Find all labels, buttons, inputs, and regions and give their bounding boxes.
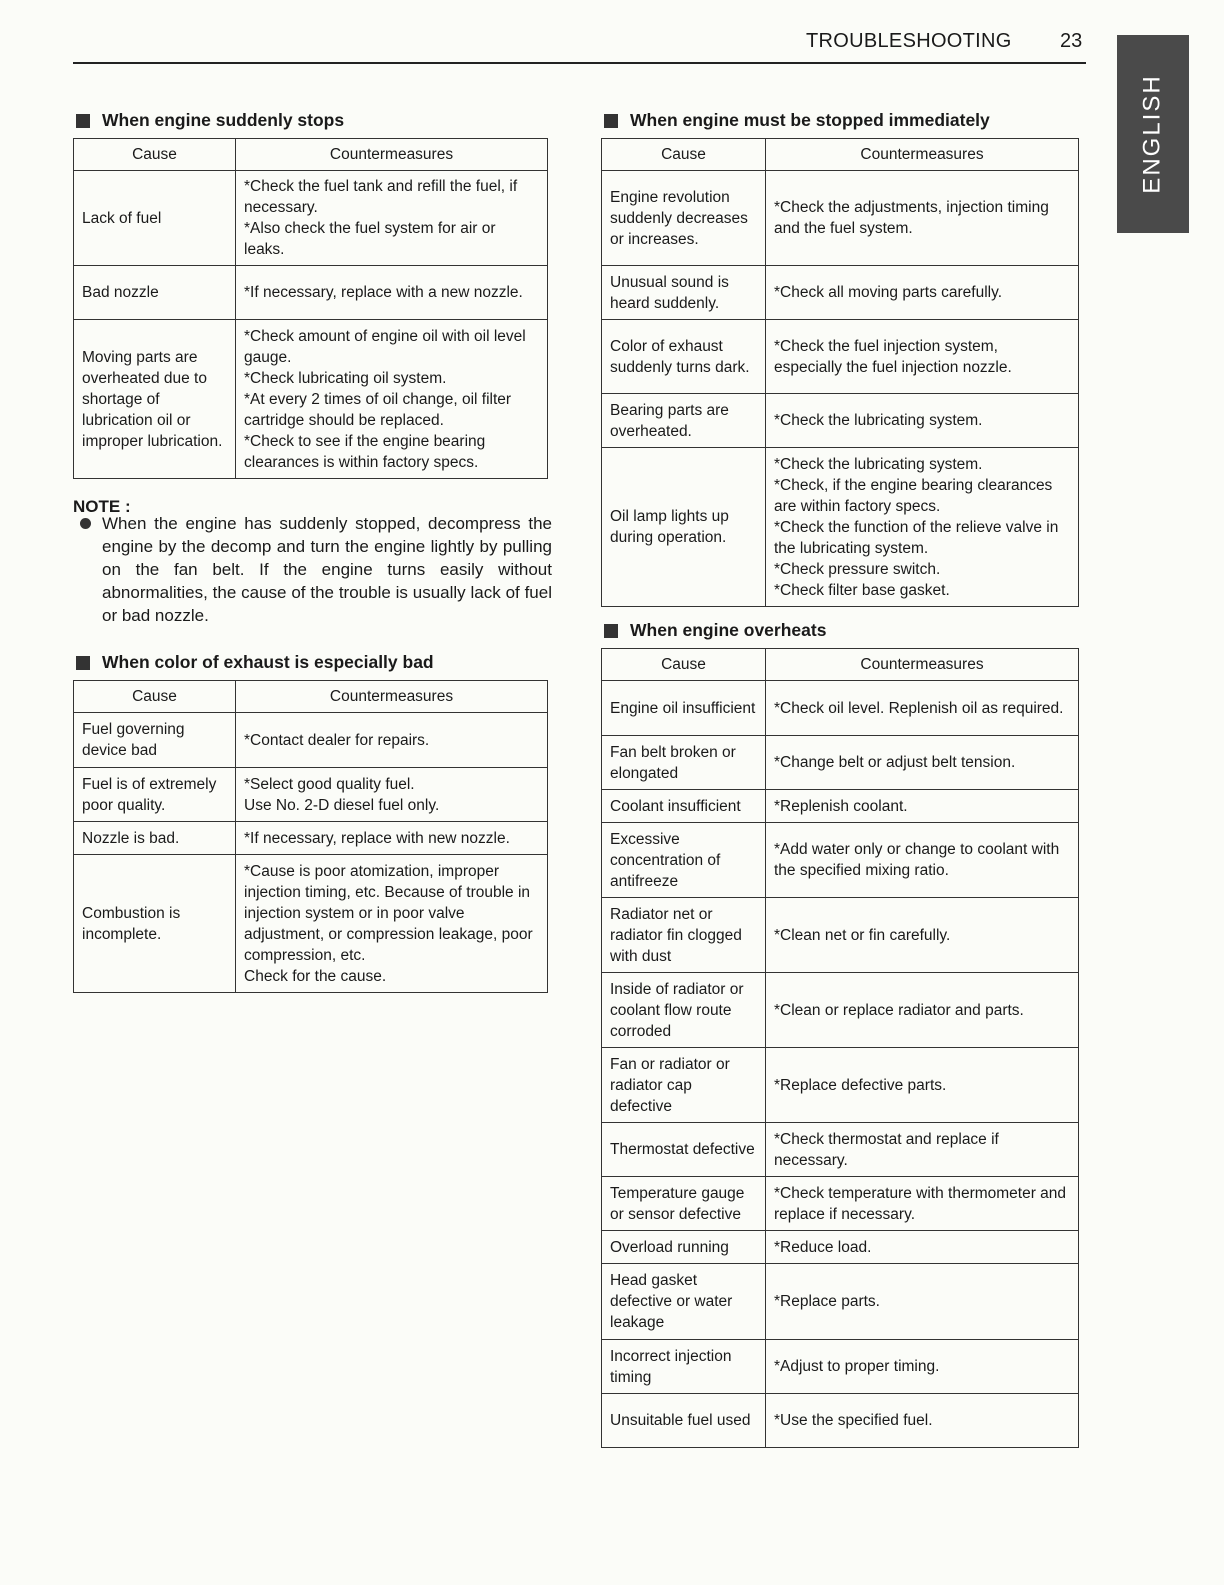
column-header-cause: Cause [74, 139, 236, 171]
countermeasure-cell: *Use the specified fuel. [766, 1394, 1079, 1448]
cause-cell: Thermostat defective [602, 1123, 766, 1177]
section-title-engine-stops [73, 110, 344, 131]
countermeasure-cell: *Reduce load. [766, 1231, 1079, 1264]
table-row [74, 768, 548, 822]
table-row [602, 1340, 1079, 1394]
cause-cell: Color of exhaust suddenly turns dark. [602, 320, 766, 394]
column-header-cause: Cause [602, 139, 766, 171]
table-row [602, 1177, 1079, 1231]
countermeasure-cell: *If necessary, replace with a new nozzle. [236, 266, 548, 320]
countermeasure-cell: *Contact dealer for repairs. [236, 713, 548, 768]
note-text: When the engine has suddenly stopped, decompress the engine by the decomp and turn the engine lightly by pulling on the fan belt. If the engine turns easily without abnormalities, the cause of the trouble is usually lack of fuel or bad nozzle. [102, 514, 552, 625]
section-title-text: When engine must be stopped immediately [630, 110, 990, 130]
countermeasure-cell: *Select good quality fuel. Use No. 2-D diesel fuel only. [236, 768, 548, 822]
cause-cell: Coolant insufficient [602, 790, 766, 823]
countermeasure-cell: *Check all moving parts carefully. [766, 266, 1079, 320]
countermeasure-cell: *Clean net or fin carefully. [766, 898, 1079, 973]
countermeasure-cell: *Cause is poor atomization, improper injection timing, etc. Because of trouble in injection system or in poor valve adjustment, or compression leakage, poor compression, etc. Check for the cause. [236, 855, 548, 993]
table-row [602, 823, 1079, 898]
table-row [602, 790, 1079, 823]
table-header-row [602, 649, 1079, 681]
section-title-text: When engine overheats [630, 620, 827, 640]
table-row [602, 681, 1079, 736]
engine-stops-table [73, 138, 548, 479]
note-label: NOTE : [73, 497, 131, 516]
section-title-overheats [601, 620, 826, 641]
countermeasure-cell: *Check the lubricating system. [766, 394, 1079, 448]
table-row [602, 266, 1079, 320]
table-row [602, 1264, 1079, 1340]
language-tab [1117, 35, 1189, 233]
countermeasure-cell: *Check the adjustments, injection timing and the fuel system. [766, 171, 1079, 266]
table-row [602, 1394, 1079, 1448]
table-row [74, 171, 548, 266]
cause-cell: Overload running [602, 1231, 766, 1264]
table-row [74, 855, 548, 993]
table-header-row [602, 139, 1079, 171]
countermeasure-cell: *Replenish coolant. [766, 790, 1079, 823]
column-header-cause: Cause [602, 649, 766, 681]
countermeasure-cell: *Check amount of engine oil with oil level gauge. *Check lubricating oil system. *At every 2 times of oil change, oil filter cartridge should be replaced. *Check to see if the engine bearing clearances is within factory specs. [236, 320, 548, 479]
exhaust-color-table [73, 680, 548, 993]
cause-cell: Fan belt broken or elongated [602, 736, 766, 790]
section-title-text: When engine suddenly stops [102, 110, 345, 130]
table-row [602, 736, 1079, 790]
table-row [602, 973, 1079, 1048]
bullet-icon [80, 518, 91, 529]
table-row [602, 171, 1079, 266]
cause-cell: Unsuitable fuel used [602, 1394, 766, 1448]
countermeasure-cell: *Replace parts. [766, 1264, 1079, 1340]
section-title-exhaust-color [73, 652, 434, 673]
column-header-countermeasures: Countermeasures [236, 139, 548, 171]
countermeasure-cell: *Change belt or adjust belt tension. [766, 736, 1079, 790]
cause-cell: Lack of fuel [74, 171, 236, 266]
table-row [74, 320, 548, 479]
page-number: 23 [1060, 30, 1083, 52]
square-bullet-icon [76, 656, 90, 670]
cause-cell: Combustion is incomplete. [74, 855, 236, 993]
countermeasure-cell: *Check the fuel tank and refill the fuel, if necessary. *Also check the fuel system for air or leaks. [236, 171, 548, 266]
cause-cell: Incorrect injection timing [602, 1340, 766, 1394]
table-row [602, 320, 1079, 394]
table-header-row [74, 681, 548, 713]
column-header-countermeasures: Countermeasures [766, 649, 1079, 681]
square-bullet-icon [604, 114, 618, 128]
table-row [602, 1123, 1079, 1177]
cause-cell: Fuel governing device bad [74, 713, 236, 768]
table-row [602, 1048, 1079, 1123]
section-title-stop-immediately [601, 110, 990, 131]
column-header-cause: Cause [74, 681, 236, 713]
cause-cell: Temperature gauge or sensor defective [602, 1177, 766, 1231]
cause-cell: Engine oil insufficient [602, 681, 766, 736]
cause-cell: Fan or radiator or radiator cap defective [602, 1048, 766, 1123]
countermeasure-cell: *Check the fuel injection system, especially the fuel injection nozzle. [766, 320, 1079, 394]
cause-cell: Oil lamp lights up during operation. [602, 448, 766, 607]
header-divider [73, 62, 1086, 64]
cause-cell: Excessive concentration of antifreeze [602, 823, 766, 898]
table-row [74, 713, 548, 768]
cause-cell: Moving parts are overheated due to shortage of lubrication oil or improper lubrication. [74, 320, 236, 479]
cause-cell: Nozzle is bad. [74, 822, 236, 855]
square-bullet-icon [604, 624, 618, 638]
countermeasure-cell: *Check oil level. Replenish oil as required. [766, 681, 1079, 736]
column-header-countermeasures: Countermeasures [236, 681, 548, 713]
column-header-countermeasures: Countermeasures [766, 139, 1079, 171]
cause-cell: Head gasket defective or water leakage [602, 1264, 766, 1340]
cause-cell: Bearing parts are overheated. [602, 394, 766, 448]
table-row [74, 266, 548, 320]
table-row [602, 394, 1079, 448]
overheats-table [601, 648, 1079, 1448]
countermeasure-cell: *Adjust to proper timing. [766, 1340, 1079, 1394]
language-tab-label: ENGLISH [1139, 74, 1166, 194]
page-header-title: TROUBLESHOOTING [806, 30, 1012, 52]
section-title-text: When color of exhaust is especially bad [102, 652, 434, 672]
countermeasure-cell: *Add water only or change to coolant with the specified mixing ratio. [766, 823, 1079, 898]
countermeasure-cell: *Check temperature with thermometer and replace if necessary. [766, 1177, 1079, 1231]
countermeasure-cell: *Replace defective parts. [766, 1048, 1079, 1123]
stop-immediately-table [601, 138, 1079, 607]
table-row [602, 448, 1079, 607]
table-row [602, 1231, 1079, 1264]
countermeasure-cell: *If necessary, replace with new nozzle. [236, 822, 548, 855]
cause-cell: Engine revolution suddenly decreases or increases. [602, 171, 766, 266]
cause-cell: Unusual sound is heard suddenly. [602, 266, 766, 320]
table-row [602, 898, 1079, 973]
countermeasure-cell: *Check the lubricating system. *Check, if the engine bearing clearances are within factory specs. *Check the function of the relieve valve in the lubricating system. *Check pressure switch. *Check filter base gasket. [766, 448, 1079, 607]
cause-cell: Inside of radiator or coolant flow route corroded [602, 973, 766, 1048]
cause-cell: Fuel is of extremely poor quality. [74, 768, 236, 822]
cause-cell: Radiator net or radiator fin clogged with dust [602, 898, 766, 973]
table-header-row [74, 139, 548, 171]
square-bullet-icon [76, 114, 90, 128]
countermeasure-cell: *Clean or replace radiator and parts. [766, 973, 1079, 1048]
cause-cell: Bad nozzle [74, 266, 236, 320]
countermeasure-cell: *Check thermostat and replace if necessary. [766, 1123, 1079, 1177]
table-row [74, 822, 548, 855]
